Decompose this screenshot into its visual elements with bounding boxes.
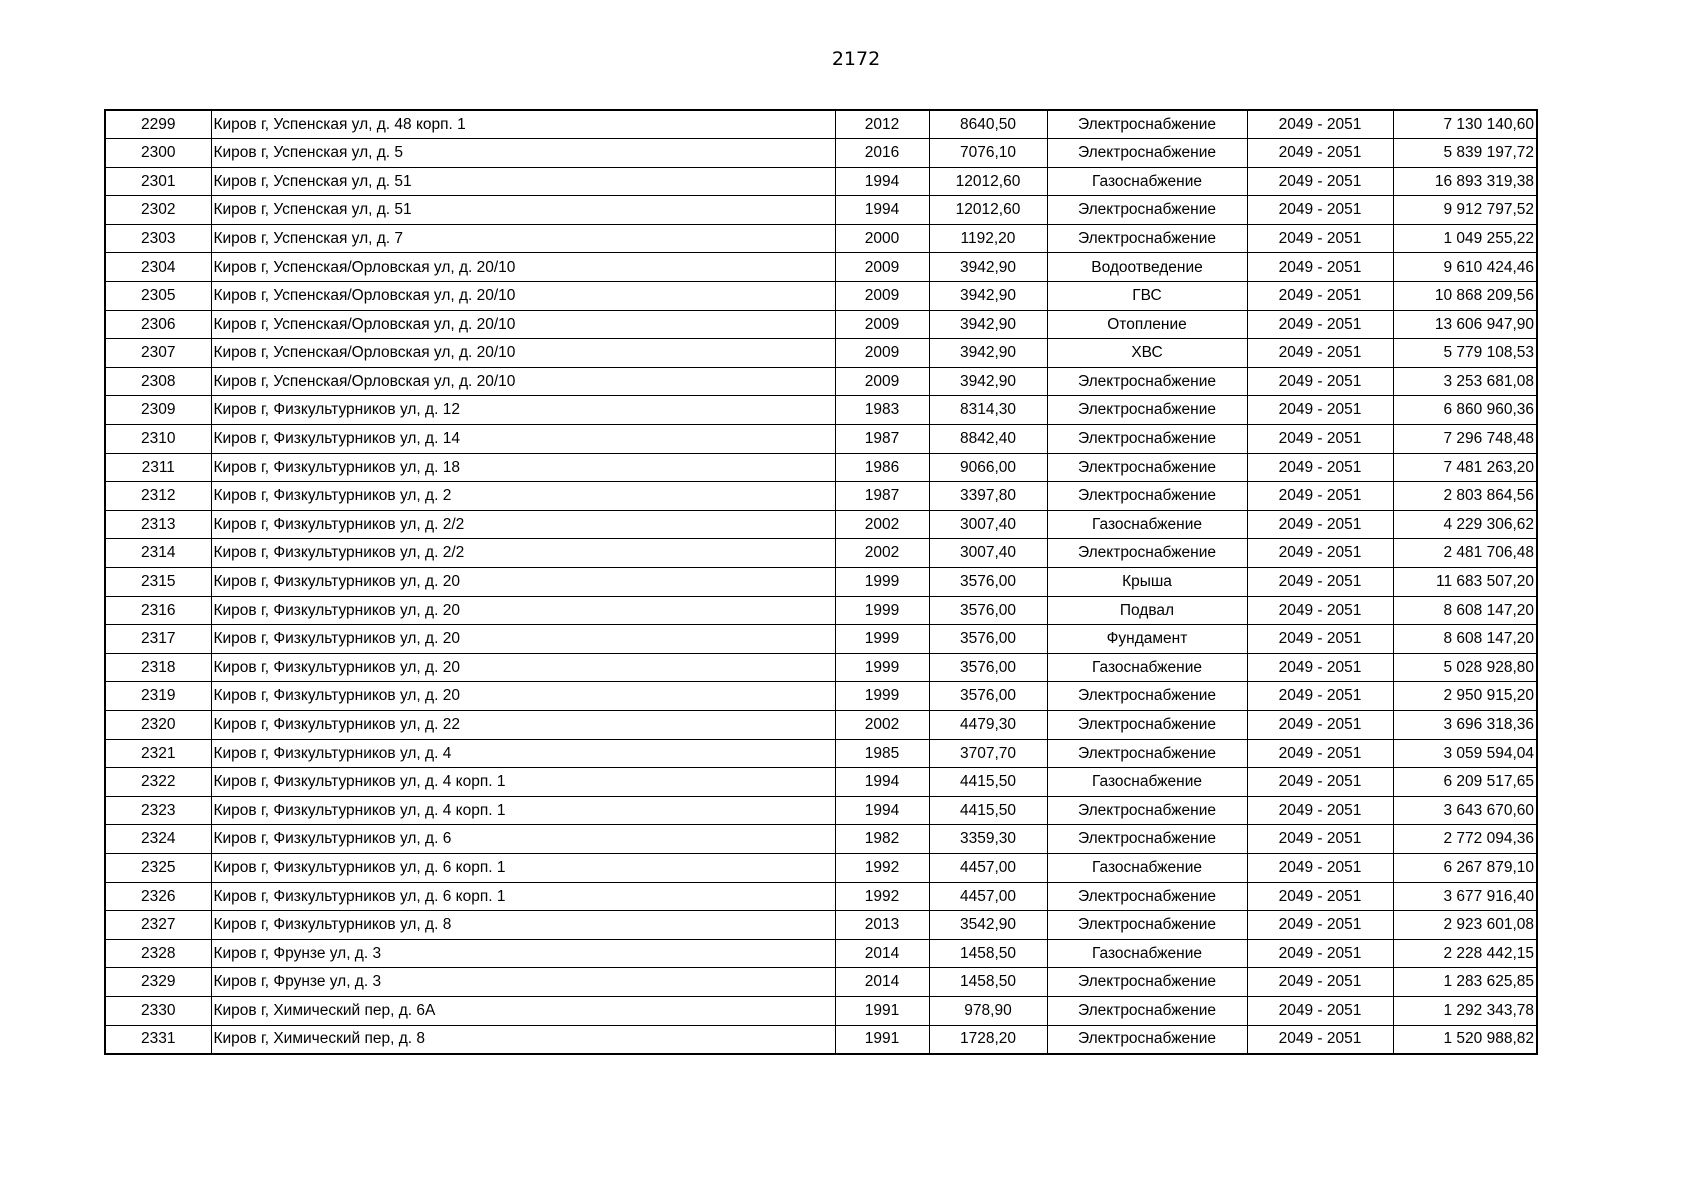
period-cell: 2049 - 2051 — [1247, 510, 1393, 539]
area-cell: 3576,00 — [929, 568, 1047, 597]
address-cell: Киров г, Успенская ул, д. 7 — [211, 224, 835, 253]
period-cell: 2049 - 2051 — [1247, 196, 1393, 225]
row-number-cell: 2329 — [105, 968, 211, 997]
cost-cell: 9 912 797,52 — [1393, 196, 1537, 225]
year-cell: 2013 — [835, 911, 929, 940]
year-cell: 2009 — [835, 282, 929, 311]
year-cell: 2009 — [835, 253, 929, 282]
row-number-cell: 2324 — [105, 825, 211, 854]
period-cell: 2049 - 2051 — [1247, 911, 1393, 940]
work-type-cell: Газоснабжение — [1047, 653, 1247, 682]
table-row — [105, 510, 1537, 539]
year-cell: 1983 — [835, 396, 929, 425]
work-type-cell: Газоснабжение — [1047, 768, 1247, 797]
address-cell: Киров г, Физкультурников ул, д. 12 — [211, 396, 835, 425]
cost-cell: 5 839 197,72 — [1393, 139, 1537, 168]
row-number-cell: 2318 — [105, 653, 211, 682]
area-cell: 978,90 — [929, 996, 1047, 1025]
work-type-cell: Электроснабжение — [1047, 196, 1247, 225]
work-type-cell: Водоотведение — [1047, 253, 1247, 282]
address-cell: Киров г, Успенская/Орловская ул, д. 20/10 — [211, 282, 835, 311]
area-cell: 1192,20 — [929, 224, 1047, 253]
year-cell: 2009 — [835, 367, 929, 396]
cost-cell: 1 520 988,82 — [1393, 1025, 1537, 1054]
table-row — [105, 625, 1537, 654]
area-cell: 9066,00 — [929, 453, 1047, 482]
period-cell: 2049 - 2051 — [1247, 968, 1393, 997]
year-cell: 1999 — [835, 682, 929, 711]
cost-cell: 8 608 147,20 — [1393, 625, 1537, 654]
period-cell: 2049 - 2051 — [1247, 482, 1393, 511]
table-row — [105, 339, 1537, 368]
address-cell: Киров г, Фрунзе ул, д. 3 — [211, 968, 835, 997]
period-cell: 2049 - 2051 — [1247, 739, 1393, 768]
period-cell: 2049 - 2051 — [1247, 310, 1393, 339]
work-type-cell: ХВС — [1047, 339, 1247, 368]
period-cell: 2049 - 2051 — [1247, 653, 1393, 682]
year-cell: 1987 — [835, 425, 929, 454]
period-cell: 2049 - 2051 — [1247, 1025, 1393, 1054]
cost-cell: 8 608 147,20 — [1393, 596, 1537, 625]
year-cell: 2012 — [835, 110, 929, 139]
row-number-cell: 2328 — [105, 939, 211, 968]
work-type-cell: Электроснабжение — [1047, 682, 1247, 711]
address-cell: Киров г, Физкультурников ул, д. 20 — [211, 568, 835, 597]
work-type-cell: Электроснабжение — [1047, 1025, 1247, 1054]
table-row — [105, 710, 1537, 739]
cost-cell: 7 130 140,60 — [1393, 110, 1537, 139]
year-cell: 1982 — [835, 825, 929, 854]
work-type-cell: Электроснабжение — [1047, 710, 1247, 739]
page-number: 2172 — [831, 48, 881, 70]
area-cell: 8842,40 — [929, 425, 1047, 454]
address-cell: Киров г, Химический пер, д. 8 — [211, 1025, 835, 1054]
area-cell: 3542,90 — [929, 911, 1047, 940]
cost-cell: 16 893 319,38 — [1393, 167, 1537, 196]
row-number-cell: 2323 — [105, 796, 211, 825]
address-cell: Киров г, Химический пер, д. 6А — [211, 996, 835, 1025]
address-cell: Киров г, Физкультурников ул, д. 18 — [211, 453, 835, 482]
year-cell: 2000 — [835, 224, 929, 253]
year-cell: 1992 — [835, 853, 929, 882]
row-number-cell: 2317 — [105, 625, 211, 654]
row-number-cell: 2313 — [105, 510, 211, 539]
address-cell: Киров г, Физкультурников ул, д. 4 — [211, 739, 835, 768]
year-cell: 1986 — [835, 453, 929, 482]
table-row — [105, 110, 1537, 139]
table-row — [105, 853, 1537, 882]
table-row — [105, 968, 1537, 997]
cost-cell: 4 229 306,62 — [1393, 510, 1537, 539]
period-cell: 2049 - 2051 — [1247, 796, 1393, 825]
address-cell: Киров г, Физкультурников ул, д. 20 — [211, 596, 835, 625]
row-number-cell: 2310 — [105, 425, 211, 454]
cost-cell: 1 049 255,22 — [1393, 224, 1537, 253]
work-type-cell: Подвал — [1047, 596, 1247, 625]
cost-cell: 3 696 318,36 — [1393, 710, 1537, 739]
area-cell: 3576,00 — [929, 625, 1047, 654]
work-type-cell: Электроснабжение — [1047, 139, 1247, 168]
year-cell: 1999 — [835, 568, 929, 597]
area-cell: 3576,00 — [929, 682, 1047, 711]
area-cell: 3942,90 — [929, 282, 1047, 311]
row-number-cell: 2331 — [105, 1025, 211, 1054]
table-row — [105, 739, 1537, 768]
period-cell: 2049 - 2051 — [1247, 568, 1393, 597]
cost-cell: 3 253 681,08 — [1393, 367, 1537, 396]
work-type-cell: Газоснабжение — [1047, 853, 1247, 882]
work-type-cell: Электроснабжение — [1047, 396, 1247, 425]
area-cell: 3942,90 — [929, 367, 1047, 396]
cost-cell: 3 059 594,04 — [1393, 739, 1537, 768]
area-cell: 1458,50 — [929, 939, 1047, 968]
year-cell: 2016 — [835, 139, 929, 168]
work-type-cell: Электроснабжение — [1047, 110, 1247, 139]
period-cell: 2049 - 2051 — [1247, 625, 1393, 654]
table-row — [105, 682, 1537, 711]
year-cell: 2014 — [835, 968, 929, 997]
year-cell: 2002 — [835, 510, 929, 539]
table-row — [105, 911, 1537, 940]
row-number-cell: 2325 — [105, 853, 211, 882]
row-number-cell: 2330 — [105, 996, 211, 1025]
work-type-cell: ГВС — [1047, 282, 1247, 311]
work-type-cell: Электроснабжение — [1047, 482, 1247, 511]
period-cell: 2049 - 2051 — [1247, 996, 1393, 1025]
area-cell: 1728,20 — [929, 1025, 1047, 1054]
area-cell: 4415,50 — [929, 768, 1047, 797]
period-cell: 2049 - 2051 — [1247, 367, 1393, 396]
period-cell: 2049 - 2051 — [1247, 110, 1393, 139]
table-row — [105, 367, 1537, 396]
year-cell: 2014 — [835, 939, 929, 968]
work-type-cell: Газоснабжение — [1047, 510, 1247, 539]
area-cell: 7076,10 — [929, 139, 1047, 168]
address-cell: Киров г, Успенская/Орловская ул, д. 20/10 — [211, 367, 835, 396]
year-cell: 1994 — [835, 196, 929, 225]
year-cell: 1992 — [835, 882, 929, 911]
cost-cell: 7 481 263,20 — [1393, 453, 1537, 482]
cost-cell: 9 610 424,46 — [1393, 253, 1537, 282]
address-cell: Киров г, Физкультурников ул, д. 6 — [211, 825, 835, 854]
year-cell: 2009 — [835, 339, 929, 368]
period-cell: 2049 - 2051 — [1247, 253, 1393, 282]
row-number-cell: 2308 — [105, 367, 211, 396]
year-cell: 1987 — [835, 482, 929, 511]
row-number-cell: 2326 — [105, 882, 211, 911]
work-type-cell: Отопление — [1047, 310, 1247, 339]
period-cell: 2049 - 2051 — [1247, 939, 1393, 968]
area-cell: 8314,30 — [929, 396, 1047, 425]
period-cell: 2049 - 2051 — [1247, 825, 1393, 854]
row-number-cell: 2300 — [105, 139, 211, 168]
work-type-cell: Электроснабжение — [1047, 911, 1247, 940]
period-cell: 2049 - 2051 — [1247, 596, 1393, 625]
year-cell: 1999 — [835, 653, 929, 682]
area-cell: 3942,90 — [929, 339, 1047, 368]
work-type-cell: Электроснабжение — [1047, 367, 1247, 396]
row-number-cell: 2321 — [105, 739, 211, 768]
cost-cell: 5 779 108,53 — [1393, 339, 1537, 368]
address-cell: Киров г, Успенская ул, д. 5 — [211, 139, 835, 168]
work-type-cell: Электроснабжение — [1047, 739, 1247, 768]
table-row — [105, 768, 1537, 797]
row-number-cell: 2311 — [105, 453, 211, 482]
period-cell: 2049 - 2051 — [1247, 882, 1393, 911]
address-cell: Киров г, Успенская ул, д. 51 — [211, 196, 835, 225]
work-type-cell: Крыша — [1047, 568, 1247, 597]
period-cell: 2049 - 2051 — [1247, 768, 1393, 797]
table-row — [105, 310, 1537, 339]
row-number-cell: 2314 — [105, 539, 211, 568]
address-cell: Киров г, Физкультурников ул, д. 6 корп. 1 — [211, 882, 835, 911]
work-type-cell: Газоснабжение — [1047, 939, 1247, 968]
address-cell: Киров г, Физкультурников ул, д. 6 корп. 1 — [211, 853, 835, 882]
area-cell: 4457,00 — [929, 882, 1047, 911]
address-cell: Киров г, Успенская ул, д. 51 — [211, 167, 835, 196]
area-cell: 3359,30 — [929, 825, 1047, 854]
period-cell: 2049 - 2051 — [1247, 139, 1393, 168]
table-row — [105, 453, 1537, 482]
address-cell: Киров г, Физкультурников ул, д. 4 корп. 1 — [211, 796, 835, 825]
address-cell: Киров г, Успенская ул, д. 48 корп. 1 — [211, 110, 835, 139]
address-cell: Киров г, Физкультурников ул, д. 20 — [211, 625, 835, 654]
table-row — [105, 996, 1537, 1025]
year-cell: 1994 — [835, 768, 929, 797]
cost-cell: 11 683 507,20 — [1393, 568, 1537, 597]
address-cell: Киров г, Физкультурников ул, д. 4 корп. 1 — [211, 768, 835, 797]
period-cell: 2049 - 2051 — [1247, 539, 1393, 568]
cost-cell: 2 950 915,20 — [1393, 682, 1537, 711]
table-row — [105, 653, 1537, 682]
year-cell: 1991 — [835, 1025, 929, 1054]
address-cell: Киров г, Физкультурников ул, д. 2 — [211, 482, 835, 511]
table-row — [105, 482, 1537, 511]
period-cell: 2049 - 2051 — [1247, 396, 1393, 425]
table-row — [105, 224, 1537, 253]
table-row — [105, 167, 1537, 196]
work-type-cell: Электроснабжение — [1047, 796, 1247, 825]
row-number-cell: 2304 — [105, 253, 211, 282]
area-cell: 12012,60 — [929, 196, 1047, 225]
period-cell: 2049 - 2051 — [1247, 453, 1393, 482]
area-cell: 1458,50 — [929, 968, 1047, 997]
table-row — [105, 425, 1537, 454]
table-row — [105, 539, 1537, 568]
year-cell: 1985 — [835, 739, 929, 768]
row-number-cell: 2301 — [105, 167, 211, 196]
address-cell: Киров г, Физкультурников ул, д. 2/2 — [211, 510, 835, 539]
area-cell: 3942,90 — [929, 310, 1047, 339]
address-cell: Киров г, Физкультурников ул, д. 14 — [211, 425, 835, 454]
area-cell: 4457,00 — [929, 853, 1047, 882]
area-cell: 3007,40 — [929, 510, 1047, 539]
period-cell: 2049 - 2051 — [1247, 224, 1393, 253]
address-cell: Киров г, Физкультурников ул, д. 20 — [211, 682, 835, 711]
row-number-cell: 2306 — [105, 310, 211, 339]
area-cell: 3942,90 — [929, 253, 1047, 282]
period-cell: 2049 - 2051 — [1247, 425, 1393, 454]
address-cell: Киров г, Физкультурников ул, д. 2/2 — [211, 539, 835, 568]
period-cell: 2049 - 2051 — [1247, 282, 1393, 311]
cost-cell: 3 643 670,60 — [1393, 796, 1537, 825]
address-cell: Киров г, Физкультурников ул, д. 8 — [211, 911, 835, 940]
address-cell: Киров г, Успенская/Орловская ул, д. 20/10 — [211, 253, 835, 282]
area-cell: 8640,50 — [929, 110, 1047, 139]
table-row — [105, 396, 1537, 425]
row-number-cell: 2302 — [105, 196, 211, 225]
row-number-cell: 2315 — [105, 568, 211, 597]
work-type-cell: Электроснабжение — [1047, 425, 1247, 454]
table-row — [105, 139, 1537, 168]
registry-body — [105, 110, 1537, 1054]
area-cell: 4415,50 — [929, 796, 1047, 825]
row-number-cell: 2319 — [105, 682, 211, 711]
address-cell: Киров г, Успенская/Орловская ул, д. 20/10 — [211, 310, 835, 339]
table-row — [105, 939, 1537, 968]
work-type-cell: Электроснабжение — [1047, 968, 1247, 997]
work-type-cell: Электроснабжение — [1047, 539, 1247, 568]
row-number-cell: 2316 — [105, 596, 211, 625]
area-cell: 3576,00 — [929, 653, 1047, 682]
year-cell: 1999 — [835, 596, 929, 625]
table-row — [105, 196, 1537, 225]
cost-cell: 13 606 947,90 — [1393, 310, 1537, 339]
year-cell: 2009 — [835, 310, 929, 339]
cost-cell: 10 868 209,56 — [1393, 282, 1537, 311]
year-cell: 1991 — [835, 996, 929, 1025]
table-row — [105, 596, 1537, 625]
cost-cell: 2 481 706,48 — [1393, 539, 1537, 568]
period-cell: 2049 - 2051 — [1247, 682, 1393, 711]
row-number-cell: 2309 — [105, 396, 211, 425]
period-cell: 2049 - 2051 — [1247, 710, 1393, 739]
work-type-cell: Электроснабжение — [1047, 996, 1247, 1025]
year-cell: 1994 — [835, 796, 929, 825]
table-row — [105, 568, 1537, 597]
cost-cell: 2 772 094,36 — [1393, 825, 1537, 854]
table-row — [105, 1025, 1537, 1054]
cost-cell: 1 292 343,78 — [1393, 996, 1537, 1025]
row-number-cell: 2327 — [105, 911, 211, 940]
address-cell: Киров г, Физкультурников ул, д. 20 — [211, 653, 835, 682]
cost-cell: 2 923 601,08 — [1393, 911, 1537, 940]
area-cell: 3707,70 — [929, 739, 1047, 768]
cost-cell: 6 860 960,36 — [1393, 396, 1537, 425]
period-cell: 2049 - 2051 — [1247, 853, 1393, 882]
work-type-cell: Электроснабжение — [1047, 825, 1247, 854]
row-number-cell: 2320 — [105, 710, 211, 739]
year-cell: 2002 — [835, 710, 929, 739]
work-type-cell: Фундамент — [1047, 625, 1247, 654]
address-cell: Киров г, Успенская/Орловская ул, д. 20/10 — [211, 339, 835, 368]
row-number-cell: 2299 — [105, 110, 211, 139]
period-cell: 2049 - 2051 — [1247, 339, 1393, 368]
cost-cell: 2 803 864,56 — [1393, 482, 1537, 511]
area-cell: 3397,80 — [929, 482, 1047, 511]
registry-table — [104, 109, 1538, 1055]
address-cell: Киров г, Фрунзе ул, д. 3 — [211, 939, 835, 968]
row-number-cell: 2322 — [105, 768, 211, 797]
row-number-cell: 2305 — [105, 282, 211, 311]
year-cell: 1994 — [835, 167, 929, 196]
cost-cell: 6 267 879,10 — [1393, 853, 1537, 882]
work-type-cell: Электроснабжение — [1047, 882, 1247, 911]
row-number-cell: 2312 — [105, 482, 211, 511]
cost-cell: 6 209 517,65 — [1393, 768, 1537, 797]
cost-cell: 2 228 442,15 — [1393, 939, 1537, 968]
work-type-cell: Электроснабжение — [1047, 453, 1247, 482]
table-row — [105, 253, 1537, 282]
cost-cell: 3 677 916,40 — [1393, 882, 1537, 911]
work-type-cell: Электроснабжение — [1047, 224, 1247, 253]
table-row — [105, 882, 1537, 911]
table-row — [105, 282, 1537, 311]
address-cell: Киров г, Физкультурников ул, д. 22 — [211, 710, 835, 739]
cost-cell: 7 296 748,48 — [1393, 425, 1537, 454]
cost-cell: 5 028 928,80 — [1393, 653, 1537, 682]
work-type-cell: Газоснабжение — [1047, 167, 1247, 196]
year-cell: 2002 — [835, 539, 929, 568]
area-cell: 12012,60 — [929, 167, 1047, 196]
table-row — [105, 796, 1537, 825]
area-cell: 4479,30 — [929, 710, 1047, 739]
period-cell: 2049 - 2051 — [1247, 167, 1393, 196]
area-cell: 3007,40 — [929, 539, 1047, 568]
area-cell: 3576,00 — [929, 596, 1047, 625]
table-row — [105, 825, 1537, 854]
row-number-cell: 2303 — [105, 224, 211, 253]
year-cell: 1999 — [835, 625, 929, 654]
cost-cell: 1 283 625,85 — [1393, 968, 1537, 997]
row-number-cell: 2307 — [105, 339, 211, 368]
